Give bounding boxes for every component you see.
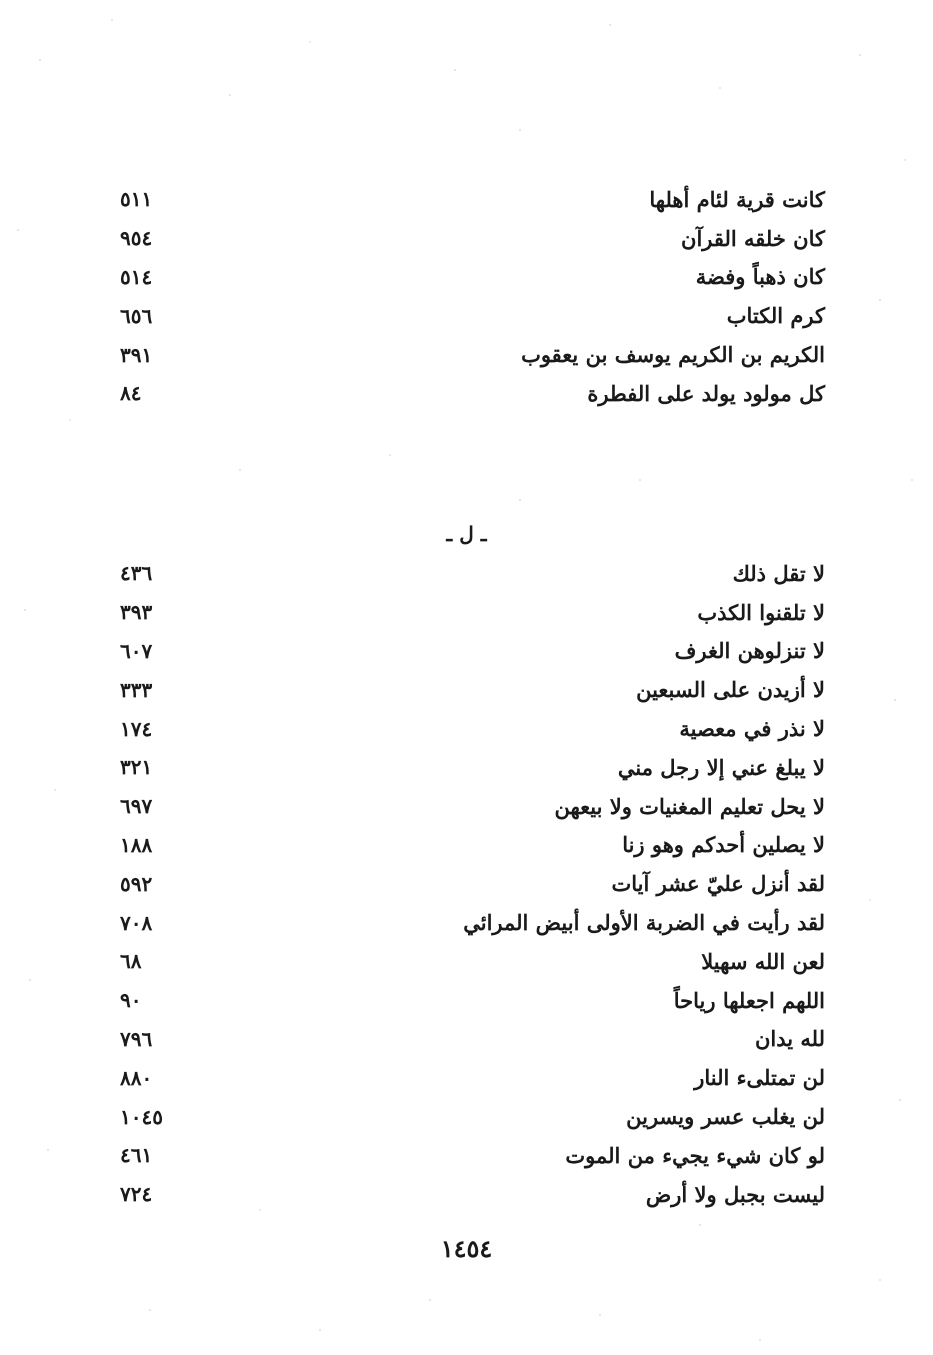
index-entry [120,632,825,671]
index-entry [120,709,825,748]
entry-page-number: ٨٨٠ [120,1065,153,1090]
entry-text: لا نذر في معصية [679,716,825,742]
index-entry [120,1020,825,1059]
index-entry [120,1175,825,1214]
entry-page-number: ٧٩٦ [120,1026,153,1051]
entry-page-number: ٧٢٤ [120,1182,153,1207]
entry-text: لا تنزلوهن الغرف [674,638,825,664]
index-entry [120,593,825,632]
entry-text: لله يدان [754,1026,825,1052]
entry-page-number: ٦٩٧ [120,794,153,819]
entry-text: كان خلقه القرآن [681,225,825,251]
entry-text: لن يغلب عسر ويسرين [626,1104,825,1130]
entry-page-number: ٥١٤ [120,264,153,289]
entry-text: الكريم بن الكريم يوسف بن يعقوب [521,342,825,368]
entry-page-number: ٩٠ [120,988,142,1013]
section-header-lam: ـ ل ـ [446,522,487,546]
entry-page-number: ٣٩١ [120,342,153,367]
entry-page-number: ٨٤ [120,381,142,406]
index-entry [120,942,825,981]
index-section-kaf [120,180,825,413]
entry-text: كرم الكتاب [726,303,825,329]
entry-page-number: ١٨٨ [120,832,153,857]
index-entry [120,787,825,826]
entry-text: اللهم اجعلها رياحاً [673,987,825,1013]
index-entry [120,219,825,258]
index-entry [120,554,825,593]
index-entry [120,1058,825,1097]
entry-page-number: ٥١١ [120,187,153,212]
entry-text: لقد رأيت في الضربة الأولى أبيض المرائي [463,910,825,936]
entry-text: لا يصلين أحدكم وهو زنا [622,832,825,858]
entry-text: لا يبلغ عني إلا رجل مني [617,754,825,780]
entry-text: لن تمتلىء النار [694,1065,825,1091]
entry-page-number: ٦٥٦ [120,303,153,328]
entry-text: لا تقل ذلك [732,560,825,586]
entry-text: لا يحل تعليم المغنيات ولا بيعهن [554,793,825,819]
entry-page-number: ٦٠٧ [120,638,153,663]
index-section-lam [120,554,825,1214]
index-entry [120,748,825,787]
index-entry [120,180,825,219]
page-number: ١٤٥٤ [440,1234,493,1263]
entry-text: كل مولود يولد على الفطرة [587,380,825,406]
index-entry [120,296,825,335]
entry-text: كان ذهباً وفضة [695,264,825,290]
index-entry [120,981,825,1020]
entry-page-number: ١٧٤ [120,716,153,741]
index-entry [120,903,825,942]
entry-page-number: ٣٩٣ [120,600,153,625]
entry-text: لا أزيدن على السبعين [636,677,825,703]
entry-page-number: ٤٦١ [120,1143,153,1168]
entry-text: لا تلقنوا الكذب [697,599,825,625]
entry-page-number: ٧٠٨ [120,910,153,935]
entry-page-number: ٤٣٦ [120,561,153,586]
entry-text: لقد أنزل عليّ عشر آيات [611,871,825,897]
entry-page-number: ١٠٤٥ [120,1104,163,1129]
entry-page-number: ٦٨ [120,949,142,974]
entry-text: ليست بجبل ولا أرض [645,1181,825,1207]
entry-text: لو كان شيء يجيء من الموت [565,1142,825,1168]
entry-page-number: ٩٥٤ [120,226,153,251]
entry-page-number: ٥٩٢ [120,871,153,896]
index-entry [120,258,825,297]
entry-text: كانت قرية لئام أهلها [649,186,825,212]
index-entry [120,1136,825,1175]
entry-page-number: ٣٢١ [120,755,153,780]
index-entry [120,826,825,865]
entry-page-number: ٣٣٣ [120,677,153,702]
index-entry [120,670,825,709]
index-entry [120,1097,825,1136]
index-entry [120,335,825,374]
entry-text: لعن الله سهيلا [701,948,825,974]
index-entry [120,864,825,903]
index-entry [120,374,825,413]
